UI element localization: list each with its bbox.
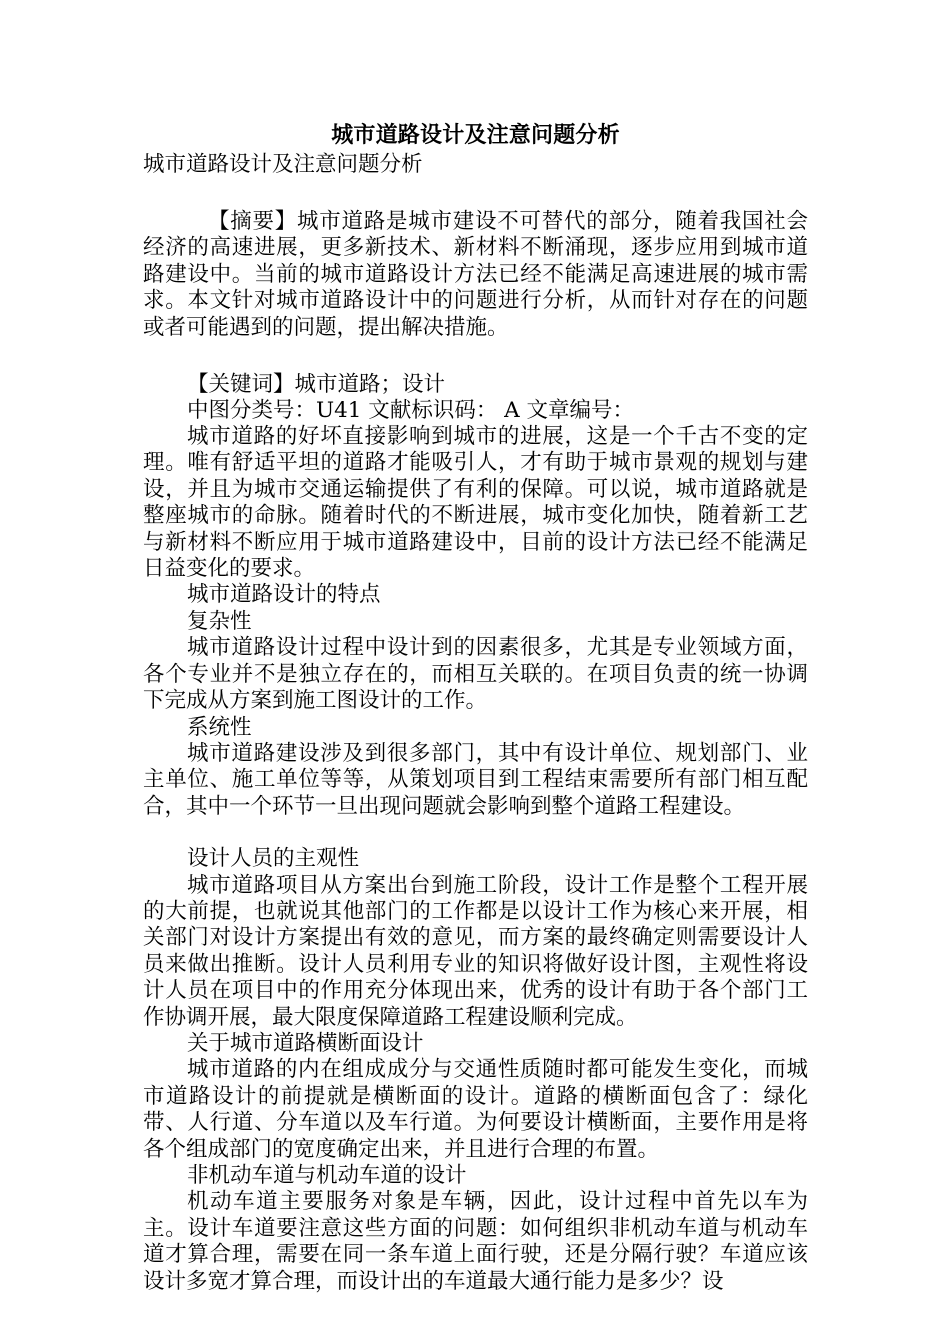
spacer — [143, 178, 808, 209]
subheading-cross-section: 关于城市道路横断面设计 — [187, 1030, 424, 1056]
paragraph-subjective: 城市道路项目从方案出台到施工阶段，设计工作是整个工程开展的大前提，也就说其他部门的工作都是以设计工作为核心来开展，相关部门对设计方案提出有效的意见，而方案的最终确定则需要设计人员来做出推断。设计人员利用专业的知识将做好设计图，主观性将设计人员在项目中的作用充分体现出来，优秀的设计有助于各个部门工作协调开展，最大限度保障道路工程建设顺利完成。 — [143, 872, 808, 1030]
spacer — [143, 820, 808, 846]
paragraph-cross-section: 城市道路的内在组成成分与交通性质随时都可能发生变化，而城市道路设计的前提就是横断面的设计。道路的横断面包含了：绿化带、人行道、分车道以及车行道。为何要设计横断面，主要作用是将各个组成部门的宽度确定出来，并且进行合理的布置。 — [143, 1057, 808, 1162]
paragraph-complexity: 城市道路设计过程中设计到的因素很多，尤其是专业领域方面，各个专业并不是独立存在的，而相互关联的。在项目负责的统一协调下完成从方案到施工图设计的工作。 — [143, 635, 808, 714]
subheading-lanes: 非机动车道与机动车道的设计 — [187, 1163, 467, 1188]
classification-line: 中图分类号：U41 文献标识码： A 文章编号： — [187, 398, 635, 424]
abstract-paragraph: 【摘要】城市道路是城市建设不可替代的部分，随着我国社会经济的高速进展，更多新技术、新材料不断涌现，逐步应用到城市道路建设中。当前的城市道路设计方法已经不能满足高速进展的城市需求。本文针对城市道路设计中的问题进行分析，从而针对存在的问题或者可能遇到的问题，提出解决措施。 — [143, 209, 808, 340]
subheading-subjective: 设计人员的主观性 — [187, 846, 360, 872]
spacer — [143, 341, 808, 372]
subheading-systemic: 系统性 — [187, 714, 252, 740]
document-page — [143, 118, 808, 1295]
paragraph-systemic: 城市道路建设涉及到很多部门，其中有设计单位、规划部门、业主单位、施工单位等等，从策划项目到工程结束需要所有部门相互配合，其中一个环节一旦出现问题就会影响到整个道路工程建设。 — [143, 740, 808, 819]
document-subtitle: 城市道路设计及注意问题分析 — [143, 152, 423, 177]
subheading-complexity: 复杂性 — [187, 608, 252, 634]
section-heading-features: 城市道路设计的特点 — [187, 582, 381, 608]
keywords-line: 【关键词】城市道路；设计 — [187, 372, 446, 398]
intro-paragraph: 城市道路的好坏直接影响到城市的进展，这是一个千古不变的定理。唯有舒适平坦的道路才能吸引人，才有助于城市景观的规划与建设，并且为城市交通运输提供了有利的保障。可以说，城市道路就是整座城市的命脉。随着时代的不断进展，城市变化加快，随着新工艺与新材料不断应用于城市道路建设中，目前的设计方法已经不能满足日益变化的要求。 — [143, 424, 808, 582]
document-title: 城市道路设计及注意问题分析 — [331, 122, 620, 148]
paragraph-lanes: 机动车道主要服务对象是车辆，因此，设计过程中首先以车为主。设计车道要注意这些方面的问题：如何组织非机动车道与机动车道才算合理，需要在同一条车道上面行驶，还是分隔行驶？车道应该设计多宽才算合理，而设计出的车道最大通行能力是多少？设 — [143, 1189, 808, 1294]
